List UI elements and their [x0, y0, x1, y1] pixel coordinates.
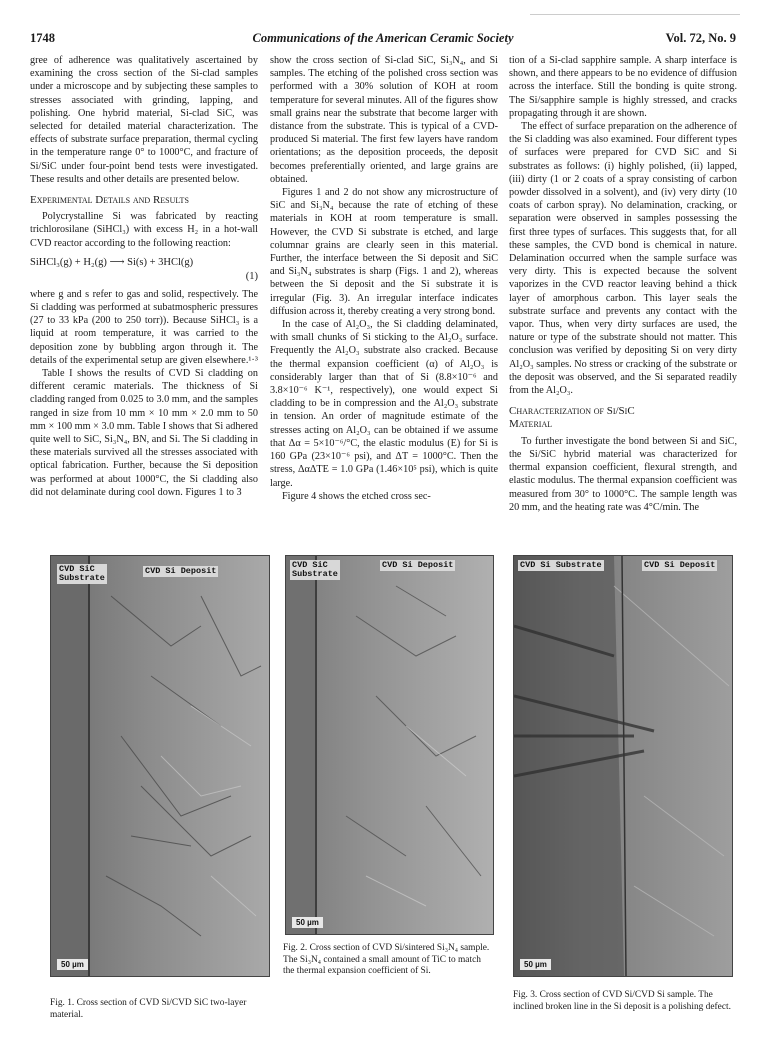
- figure-label-deposit: CVD Si Deposit: [382, 560, 454, 570]
- paragraph: To further investigate the bond between Si and SiC, the Si/SiC hybrid material was characterized for thermal expansion coefficient, flexural strength, and elastic modulus. The thermal expansion coefficient was measured from 30° to 1000°C. The sample length was 20 mm, and the heating rate was 4°C/min. The: [509, 435, 737, 513]
- journal-title: Communications of the American Ceramic Society: [252, 31, 514, 45]
- figure-label-substrate: CVD Si Substrate: [520, 560, 602, 570]
- paragraph: Polycrystalline Si was fabricated by reacting trichlorosilane (SiHCl₃) with excess H₂ in a hot-wall CVD reactor according to the following reaction:: [30, 211, 258, 249]
- label-line: CVD SiC: [292, 560, 328, 570]
- paragraph: Table I shows the results of CVD Si cladding on different ceramic materials. The thickness of Si cladding ranged from 0.025 to 3.0 mm, and the samples ranged in size from 10 mm × 10 mm × 2.0 mm to 50 mm × 100 mm × 3.0 mm. Table I shows that Si adhered quite well to SiC, Si₃N₄, BN, and Si. The Si cladding in these materials survived all the stresses associated with optical fabrication. Further, because the Si deposition was performed at about 1000°C, the Si cladding also did not delaminate during cool down. Figures 1 to 3: [30, 368, 258, 498]
- section-heading-line1: Characterization of Si/SiC: [509, 405, 635, 418]
- figure-2-caption: Fig. 2. Cross section of CVD Si/sintered Si₃N₄ sample. The Si₃N₄ contained a small amount of TiC to match the thermal expansion coefficient of Si.: [283, 943, 490, 976]
- running-header: [30, 28, 736, 48]
- micrograph-image: [514, 556, 732, 976]
- top-rule: [530, 14, 740, 15]
- paragraph: where g and s refer to gas and solid, respectively. The Si cladding was performed at subatmospheric pressures (27 to 33 kPa (200 to 250 torr)). Because SiHCl₃ is a liquid at room temperature, it was carried to the deposition zone by bubbling argon through it. The details of the experimental setup are given elsewhere.¹·³: [30, 288, 258, 366]
- equation-number: (1): [245, 270, 258, 282]
- paragraph: show the cross section of Si-clad SiC, Si₃N₄, and Si samples. The etching of the polished cross section was performed with a 30% solution of KOH at room temperature for several minutes. All of the figures show small grains near the substrate that become larger with distance from the substrate. This is typical of a CVD-produced Si material. The first few layers have random orientations; as the deposition proceeds, the deposit becomes preferentially oriented, and large grains are obtained.: [270, 55, 498, 185]
- figure-label-deposit: CVD Si Deposit: [644, 560, 716, 570]
- figure-label-substrate: [290, 560, 340, 580]
- label-line: Substrate: [292, 569, 338, 579]
- figure-label-deposit: CVD Si Deposit: [145, 566, 217, 576]
- scale-bar: 50 µm: [57, 959, 88, 970]
- text-column-2: [270, 54, 498, 503]
- label-line: CVD SiC: [59, 564, 95, 574]
- figure-2-micrograph: [285, 555, 494, 935]
- section-heading-continued: [509, 418, 737, 431]
- paragraph: gree of adherence was qualitatively ascertained by examining the cross section of the Si-clad samples under a microscope and by subjecting these samples to stresses associated with grinding, lapping, and polishing. One hybrid material, Si-clad SiC, was selected for detailed material characterization. The effects of substrate surface preparation, thermal cycling in the temperature range 0° to 1000°C, and fracture of Si/SiC under four-point bend tests were investigated. These results and other details are presented below.: [30, 55, 258, 185]
- figure-1-caption: Fig. 1. Cross section of CVD Si/CVD SiC two-layer material.: [50, 998, 247, 1020]
- figure-label-substrate: [57, 564, 107, 584]
- scale-bar: 50 µm: [292, 917, 323, 928]
- figure-3-micrograph: [513, 555, 733, 977]
- micrograph-image: [286, 556, 493, 934]
- paragraph: Figure 4 shows the etched cross sec-: [282, 490, 431, 502]
- figure-1-micrograph: [50, 555, 270, 977]
- micrograph-image: [51, 556, 269, 976]
- equation-block: [30, 256, 258, 286]
- label-line: Substrate: [59, 573, 105, 583]
- figure-3-caption: Fig. 3. Cross section of CVD Si/CVD Si sample. The inclined broken line in the Si deposit is a polishing defect.: [513, 990, 731, 1012]
- page-number: 1748: [30, 31, 55, 45]
- scale-bar: 50 µm: [520, 959, 551, 970]
- paragraph: tion of a Si-clad sapphire sample. A sharp interface is shown, and there appears to be no evidence of diffusion across the interface. Still the bonding is quite strong. The Si/sapphire sample is highly stressed, and cracks propagating through it are shown.: [509, 55, 737, 119]
- paragraph: In the case of Al₂O₃, the Si cladding delaminated, with small chunks of Si sticking to the Al₂O₃ surface. Frequently the Al₂O₃ substrate also cracked. Because the thermal expansion coefficient (α) of Al₂O₃ is considerably larger than that of Si (8.8×10⁻⁶ and 3.8×10⁻⁶ K⁻¹, respectively), one would expect Si cladding to be in compression and the Al₂O₃ substrate in tension. An order of magnitude estimate of the stresses acting on Al₂O₃ can be obtained if we assume that Δα = 5×10⁻⁶/°C, the elastic modulus (E) for Si is 160 GPa (23×10⁻⁶ psi), and ΔT = 1000°C. Then the stress, ΔαΔTE = 1.0 GPa (1.46×10⁵ psi), which is quite large.: [270, 319, 498, 489]
- equation: SiHCl₃(g) + H₂(g) ⟶ Si(s) + 3HCl(g): [30, 256, 194, 268]
- paragraph: Figures 1 and 2 do not show any microstructure of SiC and Si₃N₄ because the rate of etching of these materials in KOH at room temperature is small. However, the CVD Si substrate is etched, and large columnar grains are clearly seen in this material. Further, the interface between the Si deposit and SiC and Si₃N₄ substrates is sharp (Figs. 1 and 2), whereas between the Si deposit and the Si substrate it is irregular (Fig. 3). An irregular interface indicates diffusion across it, thereby creating a very strong bond.: [270, 187, 498, 317]
- section-heading: Experimental Details and Results: [30, 194, 189, 207]
- paragraph: The effect of surface preparation on the adherence of the Si cladding was also examined. Four different types of surfaces were prepared for CVD SiC and Si substrates as follows: (i) highly polished, (ii) lapped, (iii) dirty (1 or 2 coats of a spray consisting of carbon powder dissolved in a solvent), and (iv) very dirty (10 coats of carbon spray). No delamination, cracking, or separation were observed in samples possessing the first three types of surfaces. This suggests that, for all these samples, the CVD bond is chemical in nature. Delamination occurred when the sample surface was very dirty. This is expected because the solvent vaporizes in the CVD reactor leaving behind a thick layer of amorphous carbon. This layer seals the substrate surface and prevents any contact with the vapor. Thus, when very dirty surfaces are used, the nature or type of the substrate should not matter. This conclusion was verified by depositing Si on very dirty Al₂O₃ samples. No stress or cracking of the substrate or the deposit was observed, and the Si separated readily from the Al₂O₃.: [509, 121, 737, 397]
- section-heading: [509, 405, 737, 418]
- volume-issue: Vol. 72, No. 9: [665, 31, 736, 45]
- text-column-1: [30, 54, 258, 499]
- text-column-3: [509, 54, 737, 514]
- section-heading-line2: Material: [509, 418, 553, 431]
